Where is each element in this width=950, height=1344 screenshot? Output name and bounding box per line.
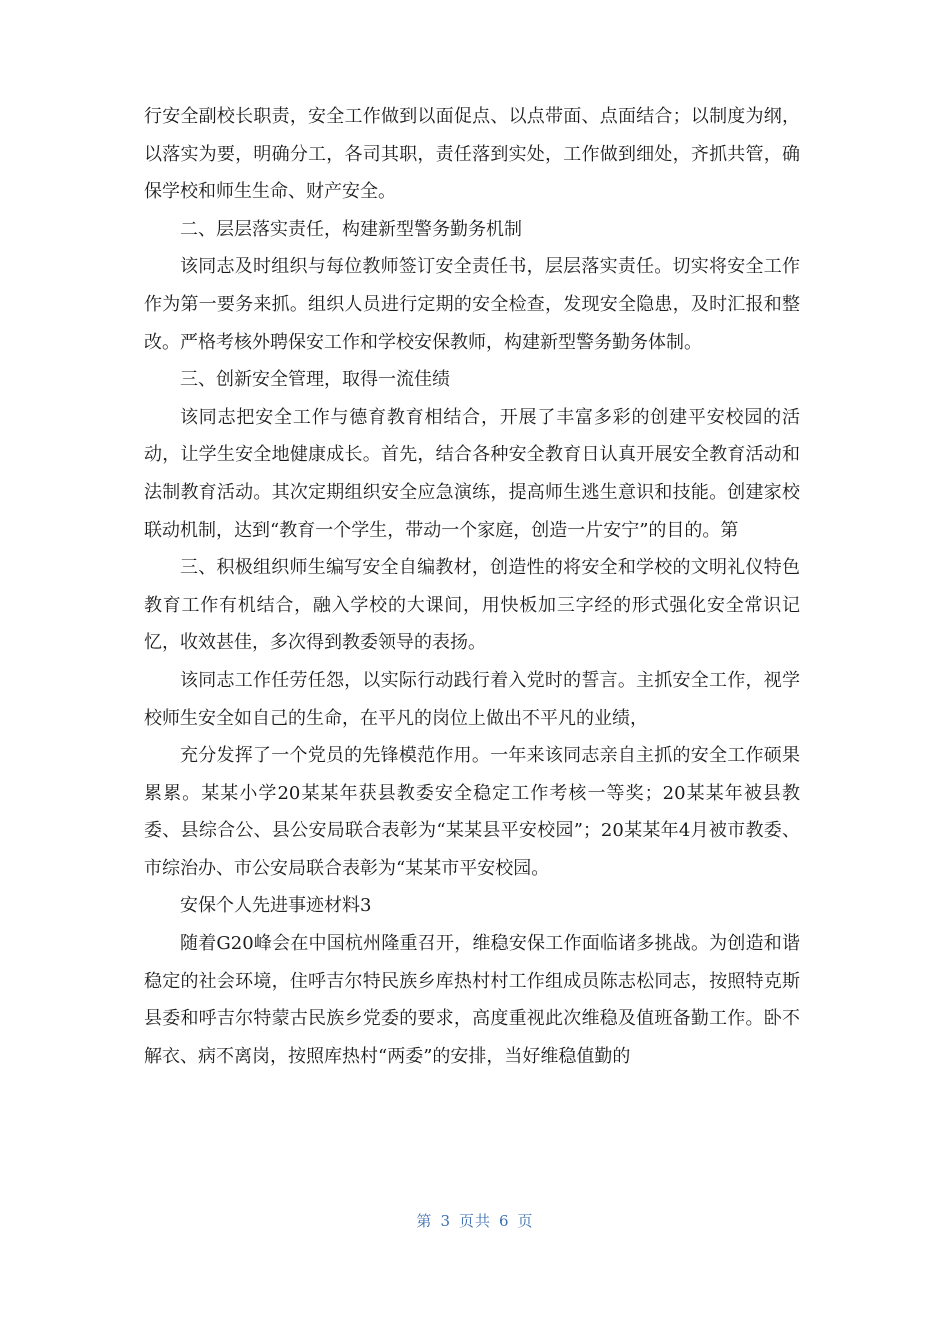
total-pages-number: 6 <box>499 1212 510 1230</box>
paragraph: 该同志工作任劳任怨，以实际行动践行着入党时的誓言。主抓安全工作，视学校师生安全如自己的生命，在平凡的岗位上做出不平凡的业绩， <box>144 669 800 729</box>
current-page-number: 3 <box>440 1212 451 1230</box>
paragraph: 充分发挥了一个党员的先锋模范作用。一年来该同志亲自主抓的安全工作硕果累累。某某小学20某某年获县教委安全稳定工作考核一等奖；20某某年被县教委、县综合公、县公安局联合表彰为“某某县平安校园”；20某某年4月被市教委、市综治办、市公安局联合表彰为“某某市平安校园。 <box>144 745 800 879</box>
section-heading-3: 三、创新安全管理，取得一流佳绩 <box>180 369 450 391</box>
page-label-suffix: 页 <box>517 1212 534 1230</box>
section-heading-2: 二、层层落实责任，构建新型警务勤务机制 <box>180 218 522 240</box>
document-body <box>144 98 800 1075</box>
paragraph: 该同志及时组织与每位教师签订安全责任书，层层落实责任。切实将安全工作作为第一要务来抓。组织人员进行定期的安全检查，发现安全隐患，及时汇报和整改。严格考核外聘保安工作和学校安保教师，构建新型警务勤务体制。 <box>144 256 800 353</box>
page-label-prefix: 第 <box>416 1212 433 1230</box>
document-title: 安保个人先进事迹材料3 <box>180 895 372 917</box>
paragraph: 三、积极组织师生编写安全自编教材，创造性的将安全和学校的文明礼仪特色教育工作有机结合，融入学校的大课间，用快板加三字经的形式强化安全常识记忆，收效甚佳，多次得到教委领导的表扬。 <box>144 557 800 654</box>
page-label-middle: 页共 <box>458 1212 491 1230</box>
paragraph: 该同志把安全工作与德育教育相结合，开展了丰富多彩的创建平安校园的活动，让学生安全地健康成长。首先，结合各种安全教育日认真开展安全教育活动和法制教育活动。其次定期组织安全应急演练，提高师生逃生意识和技能。创建家校联动机制，达到“教育一个学生，带动一个家庭，创造一片安宁”的目的。第 <box>144 406 800 541</box>
paragraph-continuation: 行安全副校长职责，安全工作做到以面促点、以点带面、点面结合；以制度为纲，以落实为要，明确分工，各司其职，责任落到实处，工作做到细处，齐抓共管，确保学校和师生生命、财产安全。 <box>144 106 800 203</box>
paragraph: 随着G20峰会在中国杭州隆重召开，维稳安保工作面临诸多挑战。为创造和谐稳定的社会环境，住呼吉尔特民族乡库热村村工作组成员陈志松同志，按照特克斯县委和呼吉尔特蒙古民族乡党委的要求，高度重视此次维稳及值班备勤工作。卧不解衣、病不离岗，按照库热村“两委”的安排，当好维稳值勤的 <box>144 933 800 1067</box>
page-footer <box>0 1210 950 1231</box>
